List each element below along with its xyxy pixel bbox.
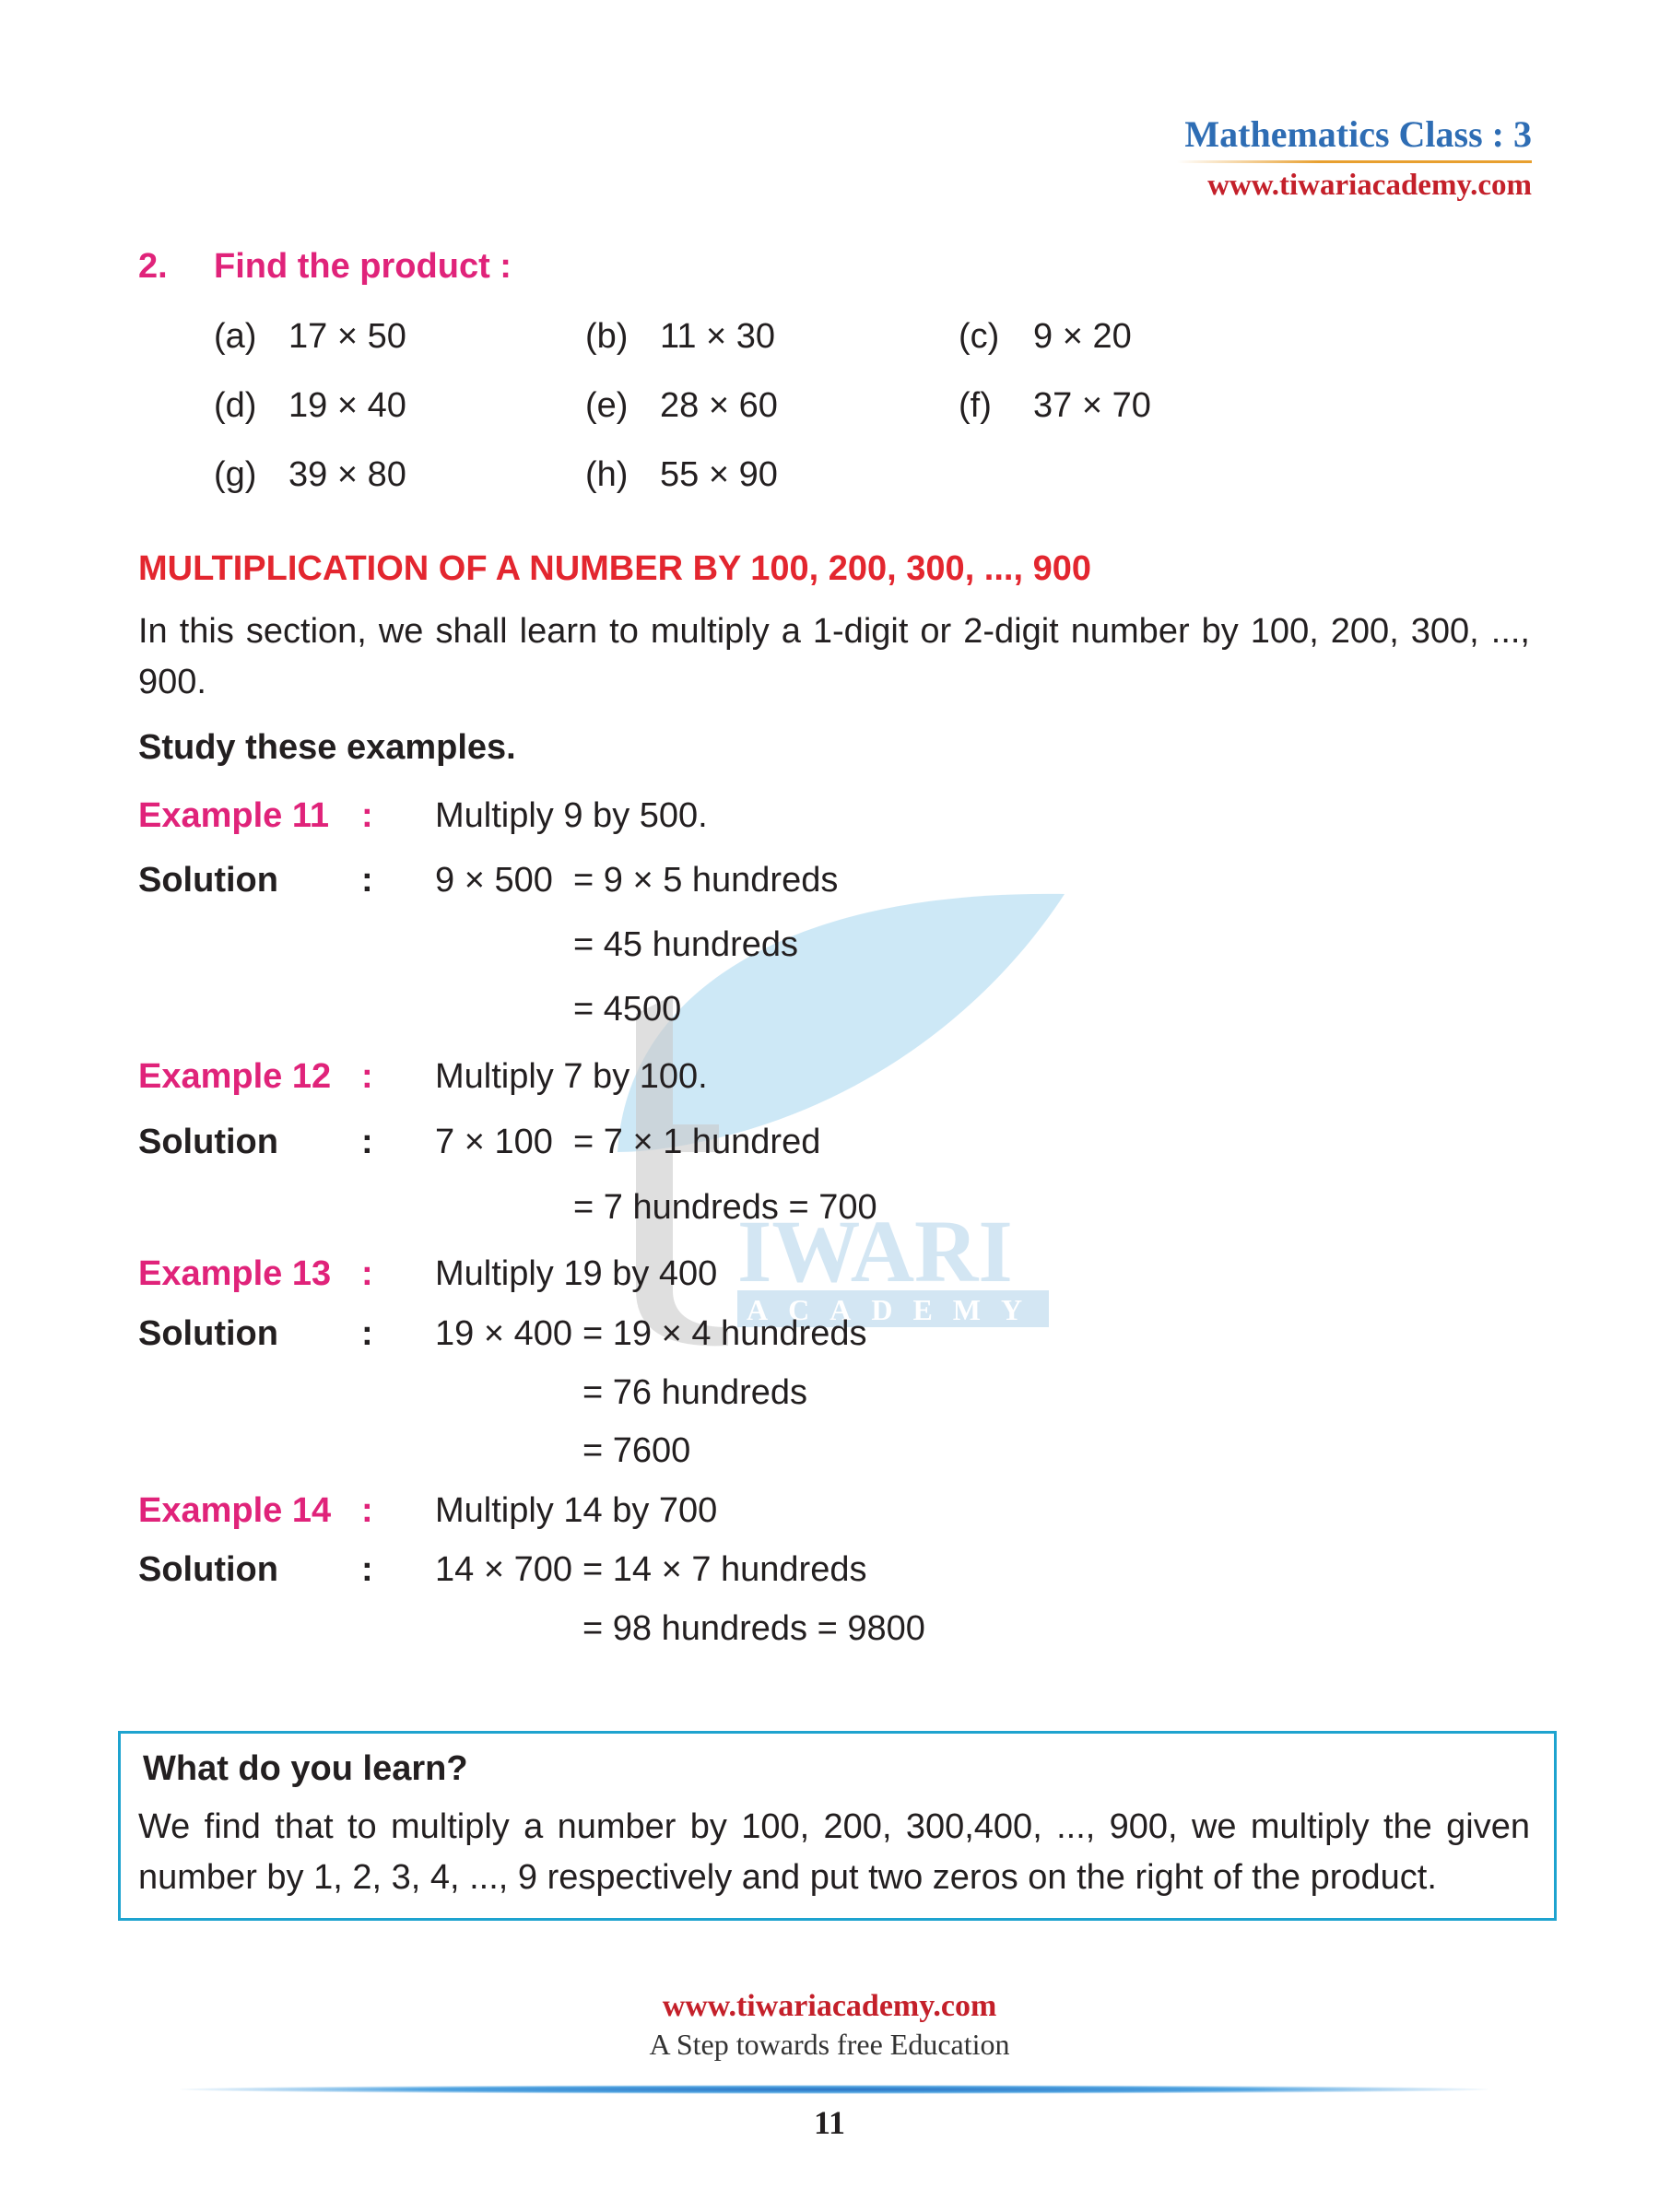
learn-body: We find that to multiply a number by 100, 200, 300,400, ..., 900, we multiply the given number by 1, 2, 3, 4, ..., 9 respectively and put two zeros on the right of the product.: [138, 1807, 1530, 1897]
solution-step: = 76 hundreds: [582, 1373, 808, 1412]
watermark-subtext: ACADEMY: [747, 1293, 1043, 1326]
solution-step: = 7 hundreds = 700: [573, 1188, 877, 1227]
section-heading: MULTIPLICATION OF A NUMBER BY 100, 200, 300, ..., 900: [138, 549, 1091, 588]
exercise-item-label: (g): [214, 455, 257, 494]
solution-step: = 14 × 7 hundreds: [582, 1550, 867, 1589]
footer-tagline: A Step towards free Education: [649, 2028, 1010, 2061]
exercise-item-expression: 9 × 20: [1033, 317, 1132, 356]
solution-lhs: 9 × 500: [435, 861, 553, 900]
solution-step: = 98 hundreds = 9800: [582, 1609, 925, 1648]
solution-step: = 4500: [573, 990, 682, 1029]
solution-colon: :: [361, 1123, 373, 1161]
header-website-link[interactable]: www.tiwariacademy.com: [1207, 169, 1532, 202]
solution-label: Solution: [138, 1314, 278, 1353]
solution-label: Solution: [138, 861, 278, 900]
exercise-item-label: (a): [214, 317, 257, 356]
watermark-text: IWARI: [737, 1202, 1013, 1300]
exercise-item-label: (e): [585, 386, 629, 425]
header-underline: [1177, 160, 1532, 163]
section-intro: In this section, we shall learn to multiply a 1-digit or 2-digit number by 100, 200, 300, ..., 900.: [138, 612, 1530, 701]
study-examples-label: Study these examples.: [138, 728, 516, 767]
exercise-item-expression: 11 × 30: [660, 317, 776, 356]
exercise-item-expression: 19 × 40: [288, 386, 406, 425]
example-label: Example 14: [138, 1491, 332, 1530]
solution-lhs: 14 × 700: [435, 1550, 572, 1589]
example-label: Example 11: [138, 796, 330, 835]
solution-step: = 9 × 5 hundreds: [573, 861, 839, 900]
example-question: Multiply 14 by 700: [435, 1491, 718, 1530]
example-question: Multiply 9 by 500.: [435, 796, 708, 835]
solution-lhs: 7 × 100: [435, 1123, 553, 1161]
exercise-number: 2.: [138, 247, 168, 286]
exercise-item-label: (h): [585, 455, 629, 494]
solution-colon: :: [361, 861, 373, 900]
exercise-item-expression: 37 × 70: [1033, 386, 1151, 425]
solution-step: = 7 × 1 hundred: [573, 1123, 821, 1161]
solution-step: = 7600: [582, 1431, 691, 1470]
example-colon: :: [361, 1057, 373, 1096]
solution-colon: :: [361, 1314, 373, 1353]
exercise-item-label: (b): [585, 317, 629, 356]
exercise-item-label: (c): [959, 317, 1000, 356]
example-colon: :: [361, 796, 373, 835]
solution-step: = 45 hundreds: [573, 925, 799, 964]
page-number: 11: [813, 2104, 845, 2141]
exercise-item-label: (f): [959, 386, 992, 425]
learn-title: What do you learn?: [143, 1749, 468, 1788]
example-colon: :: [361, 1491, 373, 1530]
example-question: Multiply 7 by 100.: [435, 1057, 708, 1096]
example-colon: :: [361, 1254, 373, 1293]
exercise-title: Find the product :: [214, 247, 512, 286]
header-subject: Mathematics Class : 3: [1184, 113, 1532, 155]
solution-lhs: 19 × 400: [435, 1314, 572, 1353]
footer-divider: [180, 2085, 1488, 2094]
footer-website-link[interactable]: www.tiwariacademy.com: [662, 1989, 997, 2023]
example-question: Multiply 19 by 400: [435, 1254, 718, 1293]
example-label: Example 12: [138, 1057, 332, 1096]
exercise-item-expression: 17 × 50: [288, 317, 406, 356]
exercise-item-expression: 39 × 80: [288, 455, 406, 494]
exercise-item-label: (d): [214, 386, 257, 425]
example-label: Example 13: [138, 1254, 332, 1293]
solution-step: = 19 × 4 hundreds: [582, 1314, 867, 1353]
solution-label: Solution: [138, 1550, 278, 1589]
solution-label: Solution: [138, 1123, 278, 1161]
exercise-item-expression: 55 × 90: [660, 455, 778, 494]
solution-colon: :: [361, 1550, 373, 1589]
exercise-item-expression: 28 × 60: [660, 386, 778, 425]
